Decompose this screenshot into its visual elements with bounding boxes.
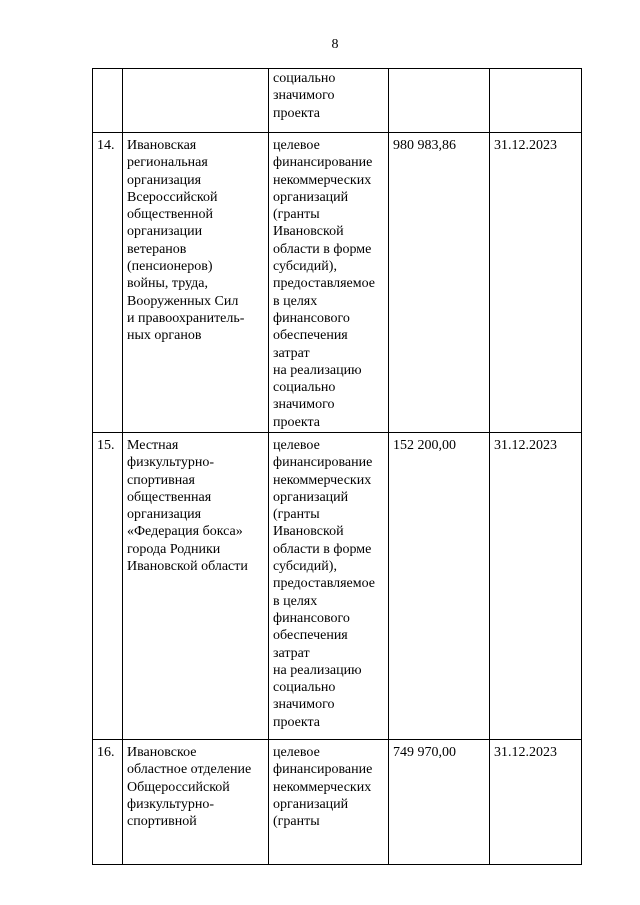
cell-purpose: социально значимого проекта bbox=[269, 69, 389, 133]
table-row bbox=[93, 740, 582, 865]
cell-purpose: целевое финансирование некоммерческих организаций (гранты Ивановской области в форме субсидий), предоставляемое в целях финансового обеспечения затрат на реализацию социально значимого проекта bbox=[269, 133, 389, 433]
cell-date bbox=[490, 69, 582, 133]
cell-organization bbox=[123, 69, 269, 133]
cell-num bbox=[93, 69, 123, 133]
table-row bbox=[93, 433, 582, 740]
grants-table bbox=[92, 68, 582, 865]
cell-amount: 749 970,00 bbox=[389, 740, 490, 865]
cell-date: 31.12.2023 bbox=[490, 433, 582, 740]
cell-purpose: целевое финансирование некоммерческих организаций (гранты bbox=[269, 740, 389, 865]
table-row bbox=[93, 133, 582, 433]
cell-num: 14. bbox=[93, 133, 123, 433]
cell-amount: 152 200,00 bbox=[389, 433, 490, 740]
cell-organization: Ивановское областное отделение Общероссийской физкультурно- спортивной bbox=[123, 740, 269, 865]
cell-amount bbox=[389, 69, 490, 133]
table-row-continuation bbox=[93, 69, 582, 133]
cell-date: 31.12.2023 bbox=[490, 133, 582, 433]
cell-amount: 980 983,86 bbox=[389, 133, 490, 433]
cell-organization: Местная физкультурно- спортивная общественная организация «Федерация бокса» города Родники Ивановской области bbox=[123, 433, 269, 740]
cell-date: 31.12.2023 bbox=[490, 740, 582, 865]
cell-num: 16. bbox=[93, 740, 123, 865]
cell-purpose: целевое финансирование некоммерческих организаций (гранты Ивановской области в форме субсидий), предоставляемое в целях финансового обеспечения затрат на реализацию социально значимого проекта bbox=[269, 433, 389, 740]
cell-organization: Ивановская региональная организация Всероссийской общественной организации ветеранов (пенсионеров) войны, труда, Вооруженных Сил и правоохранитель- ных органов bbox=[123, 133, 269, 433]
page-number: 8 bbox=[331, 37, 339, 52]
cell-num: 15. bbox=[93, 433, 123, 740]
